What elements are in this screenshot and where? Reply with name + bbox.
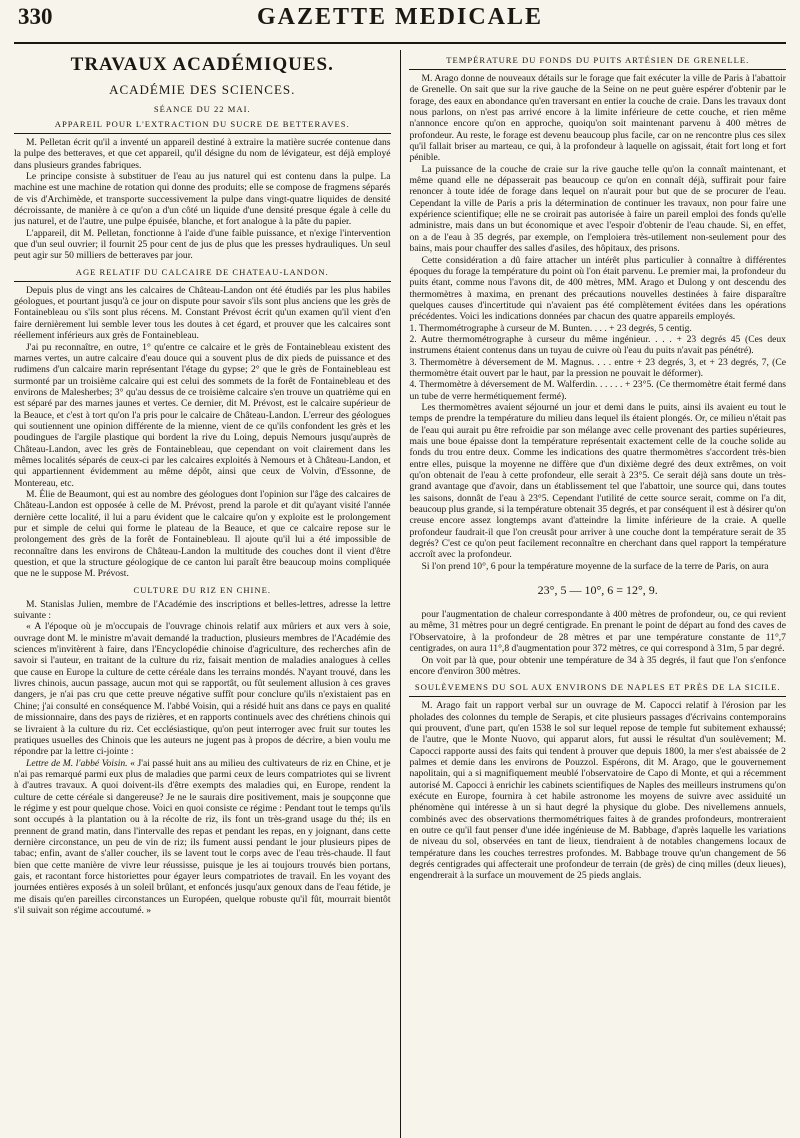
- letter-paragraph: [14, 758, 391, 917]
- article-title-limestone: AGE RELATIF DU CALCAIRE DE CHATEAU-LANDON.: [75, 266, 329, 277]
- paragraph: Depuis plus de vingt ans les calcaires de Château-Landon ont été étudiés par les plus habiles géologues, et pourtant jusqu'à ce jour on dispute pour savoir s'ils sont plus anciens que les grès de Fontainebleau ou s'ils sont plus récens. M. Constant Prévost écrit qu'un examen qu'il vient d'en faire dernièrement lui semble lever tous les doutes à cet égard, et prouver que les calcaires sont réellement inférieurs aux grès de Fontainebleau.: [14, 284, 391, 342]
- list-item: 2. Autre thermométrographe à curseur du même ingénieur. . . . + 23 degrés 45 (Ces deux instrumens étaient contenus dans un tuyau de cuivre où l'eau du puits n'avait pas pénétré).: [409, 333, 786, 357]
- paragraph: M. Arago donne de nouveaux détails sur le forage que fait exécuter la ville de Paris à l'abattoir de Grenelle. On sait que sur la rive gauche de la Seine on ne peut guère espérer d'obtenir par le forage, des eaux en abondance qu'en traversant en entier la couche de craie. Dans les travaux dont nous parlons, on n'est pas arrivé encore à la limite inférieure de cette couche, et rien même n'annonce encore qu'on en approche, quoiqu'on soit maintenant parvenu à 400 mètres de profondeur. Au reste, le forage est devenu beaucoup plus facile, car on ne rencontre plus ces silex qu'il fallait briser au marteau, ce qui, à la profondeur à laquelle on agissait, était fort long et fort pénible.: [409, 73, 786, 164]
- list-item: 3. Thermomètre à déversement de M. Magnus. . . . entre + 23 degrés, 3, et + 23 degrés, 7, (Ce thermomètre était ouvert par le haut, par la pression ne pouvait le déformer).: [409, 356, 786, 379]
- paragraph: La puissance de la couche de craie sur la rive gauche telle qu'on la connaît maintenant, et même quand elle ne dépasserait pas beaucoup ce qu'on en connaît déjà, suffirait pour faire renoncer à toute idée de forage dans lequel on n'aurait pour but que de se procurer de l'eau. Cependant la ville de Paris a pris la détermination de continuer les travaux, non pour faire une expérience scientifique; elle ne se croirait pas autorisée à faire un pareil emploi des fonds qu'elle administre, mais dans un but économique et avec l'espoir d'obtenir de l'eau chaude. Si, en effet, on a de l'eau à 35 degrés, par exemple, on l'emploiera très-utilement non-seulement pour des bains, mais pour chauffer des salles d'asiles, des hôpitaux, des prisons.: [409, 163, 786, 255]
- paragraph: pour l'augmentation de chaleur correspondante à 400 mètres de profondeur, ou, ce qui revient au même, 31 mètres pour un degré centigrade. En prenant le point de départ au fond des caves de l'Observatoire, à la profondeur de 28 mètres et par une température constante de 11°,7 centigrades, on aura 11°,8 d'augmentation pour 372 mètres, ce qui correspond à 31m, 5 par degré.: [409, 609, 786, 655]
- paragraph: M. Pelletan écrit qu'il a inventé un appareil destiné à extraire la matière sucrée contenue dans la pulpe des betteraves, et que cet appareil, qu'il désigne du nom de lévigateur, est déjà employé dans plusieurs grandes fabriques.: [14, 137, 391, 171]
- paragraph: L'appareil, dit M. Pelletan, fonctionne à l'aide d'une faible puissance, et n'exige l'intervention que d'un seul ouvrier; il fournit 25 pour cent de jus de plus que les presses hydrauliques. Un seul peut agir sur 50 milliers de betteraves par jour.: [14, 227, 391, 262]
- article-title-naples: SOULÈVEMENS DU SOL AUX ENVIRONS DE NAPLES ET PRÈS DE LA SICILE.: [414, 682, 781, 693]
- list-item: 1. Thermométrographe à curseur de M. Bunten. . . . + 23 degrés, 5 centig.: [409, 322, 692, 334]
- article-title-well: TEMPÉRATURE DU FONDS DU PUITS ARTÉSIEN DE GRENELLE.: [446, 55, 750, 65]
- session-date: SÉANCE DU 22 MAI.: [153, 104, 251, 114]
- page-number: 330: [18, 4, 53, 29]
- divider: [14, 133, 391, 134]
- divider: [409, 696, 786, 697]
- paragraph: Les thermomètres avaient séjourné un jour et demi dans le puits, ainsi ils avaient eu tout le temps de prendre la température du milieu dans lequel ils étaient plongés. Or, ce milieu n'était pas de l'eau qui aurait pu être refroidie par son mélange avec celle provenant des parties supérieures, mais une boue épaisse dont la température représentait exactement celle de la couche solide au fonds du trou entre deux. Comme les indications des quatre thermomètres s'accordent très-bien entre elles, puisque la moyenne ne diffère que d'un dixième degré des deux extrêmes, on voit qu'on obtenait de l'eau à cette profondeur, elle serait à 23°5. Ce serait déjà sans doute un très-grand avantage que d'avoir, dans un établissement tel que l'abattoir, une source qui, dans toutes les saisons, donnât de l'eau à 23°5. Cependant l'utilité de cette source serait, comme on l'a dit, beaucoup plus grande, si la température obtenait 35 degrés, et par conséquent il est à désirer qu'on creuse encore assez longtemps avant d'atteindre la limite inférieure de la craie. A quelle profondeur faudrait-il que l'on creusât pour arriver à une couche dont la température serait de 35 degrés? C'est ce qu'on peut facilement reconnaître en cherchant dans quel rapport la température accroît avec la profondeur.: [409, 401, 786, 561]
- article-title-rice: CULTURE DU RIZ EN CHINE.: [133, 584, 272, 595]
- paragraph: Le principe consiste à substituer de l'eau au jus naturel qui est contenu dans la pulpe. La machine est une machine de rotation qui donne des produits; elle se compose de fragmens séparés de vis d'Archimède, et transporte successivement la pulpe dans vingt-quatre liquides de densité décroissante, de manière à ce qu'on a d'un côté un liquide d'une densité presque égale à celle du jus naturel, et de l'autre, une pulpe épuisée, blanche, et fort analogue à la pâte du papier.: [14, 171, 391, 228]
- letter-heading: Lettre de M. l'abbé Voisin.: [26, 757, 128, 769]
- right-column: [409, 50, 786, 1138]
- letter-body: « J'ai passé huit ans au milieu des cultivateurs de riz en Chine, et je n'ai pas remarqué parmi eux plus de maladies que parmi ceux de leurs compatriotes qui se livrent à d'autres travaux. A quoi doivent-ils d'être exempts des maladies qui, en Europe, rendent la culture de cette céréale si dangereuse? Je ne le saurais dire positivement, mais je soupçonne que le régime y est pour quelque chose. Voici en quoi consiste ce régime : Pendant tout le temps qu'ils sont occupés à la plantation ou à la récolte de riz, ils font un très-grand usage du thé; ils en prennent de grand matin, dans l'intervalle des repas et pendant les repas, en y joignant, dans cette dernière circonstance, un peu de vin de riz; ils fument aussi pendant le jour plusieurs pipes de tabac; enfin, avant de s'aller coucher, ils se lavent tout le corps avec de l'eau très-chaude. Il faut bien que cette manière de vivre leur réussisse, puisque je les ai toujours trouvés bien portans, gais, et racontant force historiettes pour égayer leurs compatriotes de travail. En les voyant des journées entières exposés à un soleil brûlant, et enfoncés jusqu'aux genoux dans de l'eau fétide, je me disais qu'en pareilles circonstances un Européen, quelque robuste qu'il fût, mourrait bientôt s'il suivait son régime accoutumé. »: [14, 757, 391, 916]
- paragraph: Si l'on prend 10°, 6 pour la température moyenne de la surface de la terre de Paris, on aura: [421, 560, 769, 572]
- left-column: [14, 50, 391, 1138]
- article-title-sugar: APPAREIL POUR L'EXTRACTION DU SUCRE DE BETTERAVES.: [54, 119, 350, 129]
- paragraph: M. Stanislas Julien, membre de l'Académie des inscriptions et belles-lettres, adresse la lettre suivante :: [14, 598, 391, 622]
- article-columns: [14, 50, 786, 1138]
- masthead: [14, 0, 786, 44]
- thermometer-list: [409, 323, 786, 402]
- temperature-formula: 23°, 5 — 10°, 6 = 12°, 9.: [537, 583, 658, 598]
- journal-title: GAZETTE MEDICALE: [256, 4, 544, 30]
- divider: [409, 69, 786, 70]
- paragraph: On voit par là que, pour obtenir une température de 34 à 35 degrés, il faut que l'on s'enfonce encore d'environ 300 mètres.: [409, 654, 786, 677]
- list-item: 4. Thermomètre à déversement de M. Walferdin. . . . . . + 23°5. (Ce thermomètre était fermé dans un tube de verre hermétiquement fermé).: [409, 379, 786, 402]
- paragraph: M. Élie de Beaumont, qui est au nombre des géologues dont l'opinion sur l'âge des calcaires de Château-Landon est opposée à celle de M. Prévost, prend la parole et dit qu'ayant visité l'année dernière cette localité, il lui a paru évident que le calcaire qu'on y exploite est le prolongement pur et simple de celui qui forme le plateau de la Beauce, et que ce calcaire repose sur le prolongement des grès de la forêt de Fontainebleau. Il ajoute qu'il lui a été impossible de reconnaître dans les environs de Château-Landon la multitude des couches dont il vient d'être question, et que la structure géologique de ce canton lui paraît être beaucoup moins compliquée que ne le suppose M. Prévost.: [14, 488, 391, 580]
- paragraph: J'ai pu reconnaître, en outre, 1° qu'entre ce calcaire et le grès de Fontainebleau existent des marnes vertes, un autre calcaire d'eau douce qui a souvent plus de dix pieds de puissance et des rudimens d'un calcaire marin représentant l'étage du gypse; 2° que le grès de Fontainebleau est surmonté par un troisième calcaire qui est celui des sommets de la forêt de Fontainebleau et des environs de Malesherbes; 3° qu'au dessus de ce troisième calcaire s'en trouve un quatrième qui en est séparé par des marnes jaunes et vertes. Ce dernier, dit M. Prévost, est le calcaire supérieur de la Beauce, et c'est à tort qu'on l'a pris pour le calcaire de Château-Landon. L'erreur des géologues qui soutiennent une opinion différente de la mienne, vient de ce qu'ils confondent les grès et les poudingues de l'argile plastique qui bordent la rive du Loing, depuis Nemours jusqu'auprès de Château-Landon, avec les grès de Fontainebleau, que cependant on voit clairement dans les mêmes localités séparés de ceux-ci par les calcaires exploités à Nemours et à Château-Landon, et qui appartiennent évidemment au même dépôt, ainsi que ceux de Volvin, d'Essonne, de Montereau, etc.: [14, 341, 391, 489]
- paragraph: M. Arago fait un rapport verbal sur un ouvrage de M. Capocci relatif à l'érosion par les pholades des colonnes du temple de Serapis, et cite plusieurs passages d'écrivains contemporains qui prouvent, d'une part, qu'en 1538 le sol sur lequel repose de temple fut subitement exhaussé; de l'autre, que le Monte Nuovo, qui apparut alors, fut aussi le résultat d'un soulèvement; M. Capocci rapporte aussi des faits qui tendent à prouver que depuis 1800, la mer s'est abaissée de 2 palmes et demie dans les environs de Pouzzol. Espérons, dit M. Arago, que le gouvernement napolitain, qui a si magnifiquement meublé l'observatoire de Capo di Monte, et qui a récemment autorisé M. Capocci à enrichir les cabinets scientifiques de Naples des meilleurs instrumens qu'on exécute en Europe, fournira à cet habile astronome les moyens de suivre avec assiduité un phénomène qui intéresse à un si haut degré la physique du globe. Des nivellemens annuels, combinés avec des observations thermométriques faites à de grandes profondeurs, montreraient en outre ce qu'il faut penser d'une idée ingénieuse de M. Babbage, d'après laquelle les variations de niveau du sol, observées en tant de lieux, tiendraient à de notables changemens locaux de température dans les couches terrestres profondes. M. Babbage trouve qu'un changement de 56 degrés centigrades qui affecterait une profondeur de terrain (de grès) de cinq milles (deux lieues), engendrerait à la surface un mouvement de 25 pieds anglais.: [409, 700, 786, 882]
- section-heading: TRAVAUX ACADÉMIQUES.: [70, 54, 334, 75]
- paragraph: Cette considération a dû faire attacher un intérêt plus particulier à connaître à différentes époques du forage la température du point où l'on était parvenu. Le premier mai, la profondeur du puits étant, comme nous l'avons dit, de 400 mètres, MM. Arago et Dulong y ont descendu des thermomètres à maxima, en prenant des précautions nouvelles destinées à faire disparaître quelques causes d'incertitude qui n'avaient pas été complètement évitées dans les opérations précédentes. Voici les indications données par chacun des quatre appareils employés.: [409, 254, 786, 323]
- academy-heading: ACADÉMIE DES SCIENCES.: [109, 82, 296, 97]
- column-rule: [400, 50, 401, 1138]
- paragraph: « A l'époque où je m'occupais de l'ouvrage chinois relatif aux mûriers et aux vers à soie, ouvrage dont M. le ministre m'avait demandé la traduction, plusieurs membres de l'Académie des sciences m'invitèrent à faire, dans l'Encyclopédie chinoise d'agriculture, des recherches afin de savoir si l'auteur, en traitant de la culture du riz, faisait mention de maladies analogues à celles que cause en Europe la culture de cette céréale dans les terrains mondés. N'ayant trouvé, dans les livres chinois, aucun passage, aucun mot qui se rapportât, ou fût seulement allusion à ces graves dangers, je n'ai pas cru que cette preuve négative suffît pour conclure qu'ils n'existaient pas en Chine; j'ai consulté en conséquence M. l'abbé Voisin, qui a résidé huit ans dans ce pays en qualité de missionnaire, dans des pays de rizières, et en rapports continuels avec des chrétiens chinois qui se livraient à la culture du riz. Cet ecclésiastique, qu'on peut interroger avec fruit sur toutes les pratiques usuelles des Chinois que les auteurs ne jugent pas à propos de décrire, a bien voulu me répondre par la lettre ci-jointe :: [14, 621, 391, 758]
- divider: [14, 281, 391, 282]
